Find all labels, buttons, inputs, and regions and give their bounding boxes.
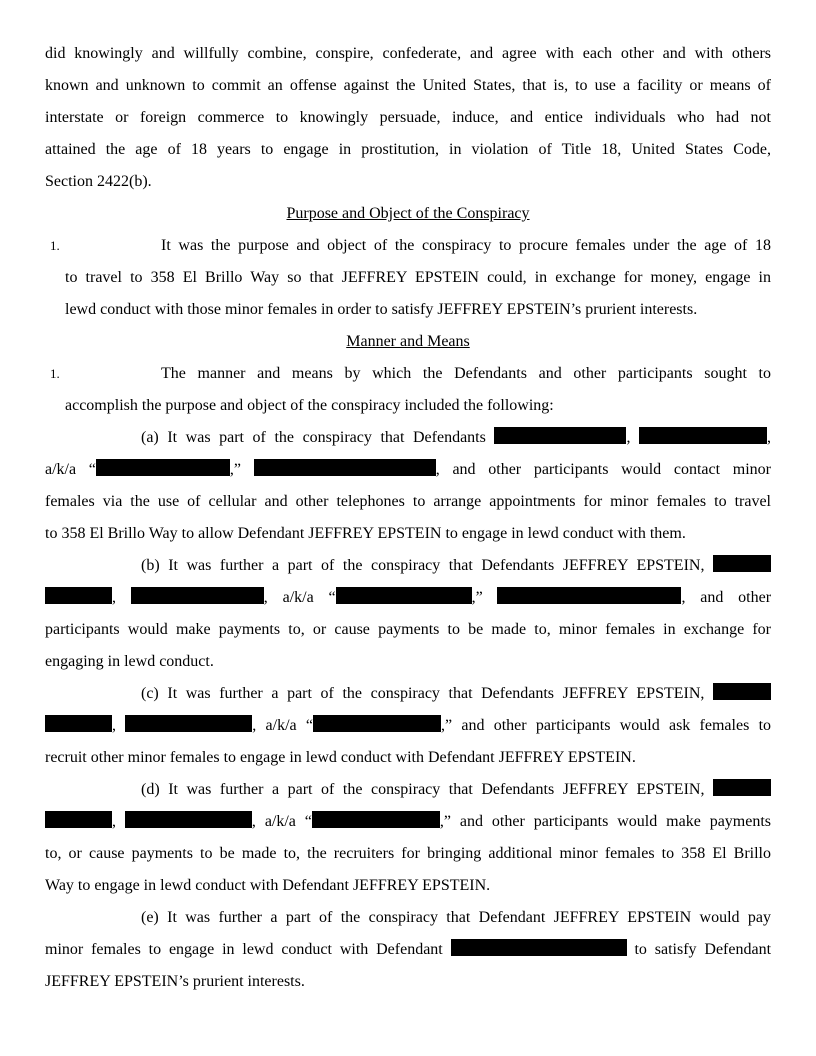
redaction-box xyxy=(313,715,441,732)
redaction-box xyxy=(96,459,230,476)
text-line xyxy=(45,230,771,262)
text-line: attained the age of 18 years to engage in prostitution, in violation of Title 18, United States Code, xyxy=(45,141,771,158)
redaction-box xyxy=(713,555,771,572)
text-span: , xyxy=(252,717,257,734)
text-span: (a) It was part of the conspiracy that Defendants xyxy=(141,429,486,446)
document-page xyxy=(45,38,771,998)
redaction-box xyxy=(639,427,767,444)
text-span: ,” xyxy=(471,589,483,606)
text-line xyxy=(45,454,771,486)
text-span: , xyxy=(112,589,116,606)
redaction-box xyxy=(451,939,627,956)
paragraph-number: 1. xyxy=(50,238,60,253)
text-line xyxy=(45,678,771,710)
text-span: , xyxy=(112,813,116,830)
text-line: recruit other minor females to engage in lewd conduct with Defendant JEFFREY EPSTEIN. xyxy=(45,749,636,766)
text-line xyxy=(45,358,771,390)
text-span: , xyxy=(626,429,631,446)
text-line: accomplish the purpose and object of the conspiracy included the following: xyxy=(65,397,554,414)
text-span: minor females to engage in lewd conduct with Defendant xyxy=(45,941,443,958)
text-span: to satisfy Defendant xyxy=(634,941,772,958)
text-line: lewd conduct with those minor females in order to satisfy JEFFREY EPSTEIN’s prurient interests. xyxy=(65,301,698,318)
text-span: (b) It was further a part of the conspiracy that Defendants JEFFREY EPSTEIN, xyxy=(141,557,705,574)
text-line xyxy=(45,550,771,582)
text-span: a/k/a “ xyxy=(45,461,96,478)
text-line xyxy=(45,934,771,966)
text-line: to travel to 358 El Brillo Way so that JEFFREY EPSTEIN could, in exchange for money, engage in xyxy=(65,269,771,286)
text-line: did knowingly and willfully combine, conspire, confederate, and agree with each other and with others xyxy=(45,45,771,62)
text-span: The manner and means by which the Defendants and other participants sought to xyxy=(161,365,771,382)
redaction-box xyxy=(497,587,681,604)
redaction-box xyxy=(131,587,264,604)
text-span: a/k/a “ xyxy=(265,717,313,734)
text-line xyxy=(45,710,771,742)
redaction-box xyxy=(336,587,472,604)
text-line: (e) It was further a part of the conspiracy that Defendant JEFFREY EPSTEIN would pay xyxy=(141,909,771,926)
text-line: to 358 El Brillo Way to allow Defendant JEFFREY EPSTEIN to engage in lewd conduct with them. xyxy=(45,525,686,542)
text-span: , and other participants would contact minor xyxy=(435,461,772,478)
text-line: known and unknown to commit an offense against the United States, that is, to use a facility or means of xyxy=(45,77,771,94)
text-span: ,” and other participants would ask females to xyxy=(440,717,772,734)
redaction-box xyxy=(125,811,252,828)
redaction-box xyxy=(45,587,112,604)
redaction-box xyxy=(494,427,626,444)
text-line: engaging in lewd conduct. xyxy=(45,653,214,670)
text-span: ,” xyxy=(229,461,242,478)
text-span: a/k/a “ xyxy=(264,813,312,830)
redaction-box xyxy=(125,715,252,732)
redaction-box xyxy=(254,459,436,476)
section-heading xyxy=(45,198,771,230)
text-span: , xyxy=(767,429,772,446)
text-span: , xyxy=(112,717,116,734)
text-span: , xyxy=(251,813,256,830)
text-span: a/k/a “ xyxy=(282,589,336,606)
text-line: interstate or foreign commerce to knowingly persuade, induce, and entice individuals who had not xyxy=(45,109,771,126)
heading-purpose: Purpose and Object of the Conspiracy xyxy=(286,205,530,222)
paragraph-number: 1. xyxy=(50,366,60,381)
text-span: ,” and other participants would make payments xyxy=(439,813,772,830)
redaction-box xyxy=(312,811,440,828)
redaction-box xyxy=(45,811,112,828)
text-line xyxy=(45,774,771,806)
redaction-box xyxy=(713,779,771,796)
text-line: Section 2422(b). xyxy=(45,173,152,190)
redaction-box xyxy=(45,715,112,732)
text-line: females via the use of cellular and other telephones to arrange appointments for minor females to travel xyxy=(45,493,771,510)
text-span: , and other xyxy=(681,589,772,606)
text-line: JEFFREY EPSTEIN’s prurient interests. xyxy=(45,973,305,990)
redaction-box xyxy=(713,683,771,700)
heading-manner: Manner and Means xyxy=(346,333,470,350)
text-line: Way to engage in lewd conduct with Defendant JEFFREY EPSTEIN. xyxy=(45,877,491,894)
text-span: It was the purpose and object of the conspiracy to procure females under the age of 18 xyxy=(161,237,771,254)
text-line: to, or cause payments to be made to, the recruiters for bringing additional minor females to 358 El Brillo xyxy=(45,845,771,862)
text-span: (c) It was further a part of the conspiracy that Defendants JEFFREY EPSTEIN, xyxy=(141,685,705,702)
text-line: participants would make payments to, or cause payments to be made to, minor females in exchange for xyxy=(45,621,771,638)
section-heading xyxy=(45,326,771,358)
text-line xyxy=(45,806,771,838)
text-span: (d) It was further a part of the conspiracy that Defendants JEFFREY EPSTEIN, xyxy=(141,781,705,798)
text-line xyxy=(45,422,771,454)
text-line xyxy=(45,582,771,614)
text-span: , xyxy=(263,589,268,606)
